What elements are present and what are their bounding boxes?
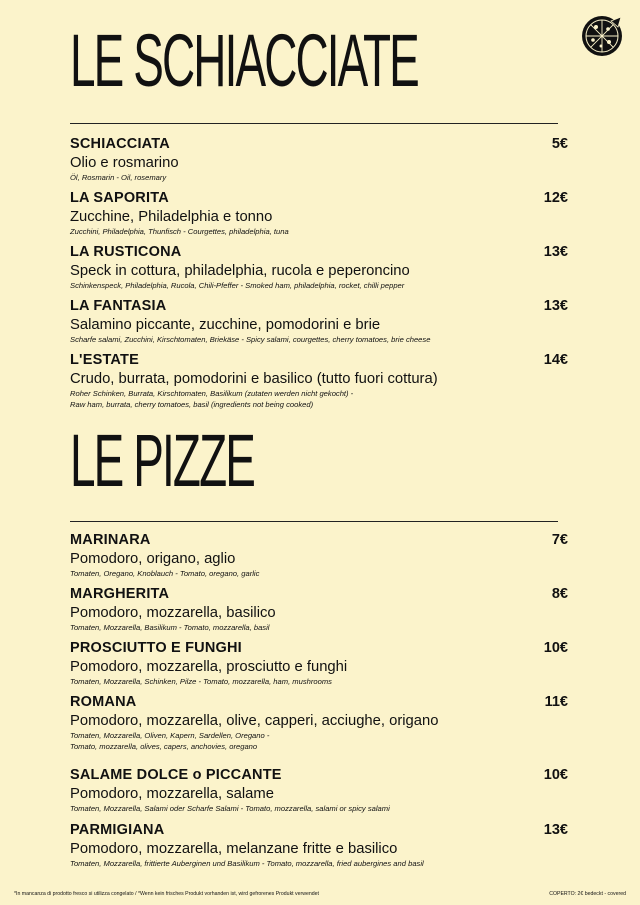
menu-item-price: 10€ — [543, 767, 568, 783]
menu-item-ingredients: Pomodoro, mozzarella, basilico — [70, 605, 276, 621]
menu-item-price: 13€ — [543, 822, 568, 838]
menu-item-ingredients: Crudo, burrata, pomodorini e basilico (tutto fuori cottura) — [70, 371, 438, 387]
menu-item — [70, 822, 568, 870]
menu-item-name: ROMANA — [70, 694, 137, 710]
menu-item-header — [70, 244, 568, 262]
menu-item-ingredients: Olio e rosmarino — [70, 155, 179, 171]
section-divider — [70, 521, 558, 522]
menu-item-header — [70, 767, 568, 785]
menu-item-price: 13€ — [543, 298, 568, 314]
menu-item-translation: Tomaten, Mozzarella, Basilikum - Tomato, mozzarella, basil — [70, 623, 270, 632]
menu-item-name: L'ESTATE — [70, 352, 139, 368]
menu-item-header — [70, 822, 568, 840]
menu-item — [70, 352, 568, 410]
menu-item-name: MARINARA — [70, 532, 151, 548]
menu-item — [70, 640, 568, 688]
menu-item-translation: Scharfe salami, Zucchini, Kirschtomaten, Briekäse - Spicy salami, courgettes, cherry tomatoes, brie cheese — [70, 335, 431, 344]
menu-item-translation: Tomaten, Mozzarella, frittierte Auberginen und Basilikum - Tomato, mozzarella, fried aubergines and basil — [70, 859, 424, 868]
menu-item-header — [70, 532, 568, 550]
menu-item — [70, 244, 568, 292]
menu-item-price: 8€ — [551, 586, 568, 602]
menu-item-price: 7€ — [551, 532, 568, 548]
menu-item-header — [70, 136, 568, 154]
menu-item-header — [70, 352, 568, 370]
section-title-schiacciate: LE SCHIACCIATE — [70, 19, 418, 102]
section-divider — [70, 123, 558, 124]
menu-item-ingredients: Pomodoro, origano, aglio — [70, 551, 236, 567]
menu-item-translation: Tomaten, Mozzarella, Salami oder Scharfe Salami - Tomato, mozzarella, salami or spicy salami — [70, 804, 390, 813]
menu-item-name: LA FANTASIA — [70, 298, 167, 314]
menu-item-name: SCHIACCIATA — [70, 136, 170, 152]
footnote-frozen-products: *In mancanza di prodotto fresco si utilizza congelato / *Wenn kein frisches Produkt vorhanden ist, wird gefrorenes Produkt verwendet — [14, 891, 319, 897]
section-title-pizze: LE PIZZE — [70, 419, 254, 502]
menu-item-price: 14€ — [543, 352, 568, 368]
menu-item-header — [70, 298, 568, 316]
menu-item-name: SALAME DOLCE o PICCANTE — [70, 767, 282, 783]
menu-item-header — [70, 640, 568, 658]
menu-item-ingredients: Zucchine, Philadelphia e tonno — [70, 209, 273, 225]
menu-item-ingredients: Speck in cottura, philadelphia, rucola e peperoncino — [70, 263, 410, 279]
menu-item-ingredients: Salamino piccante, zucchine, pomodorini e brie — [70, 317, 381, 333]
menu-item-price: 11€ — [544, 694, 568, 710]
menu-item — [70, 767, 568, 815]
menu-item-translation: Tomaten, Mozzarella, Schinken, Pilze - Tomato, mozzarella, ham, mushrooms — [70, 677, 332, 686]
menu-item-translation: Tomato, mozzarella, olives, capers, anchovies, oregano — [70, 741, 258, 751]
menu-item — [70, 532, 568, 580]
menu-item-translation: Tomaten, Mozzarella, Oliven, Kapern, Sardellen, Oregano - — [70, 731, 270, 740]
menu-item-translation: Schinkenspeck, Philadelphia, Rucola, Chili-Pfeffer - Smoked ham, philadelphia, rocket, chilli pepper — [70, 281, 405, 290]
menu-item-translation: Zucchini, Philadelphia, Thunfisch - Courgettes, philadelphia, tuna — [70, 227, 289, 236]
menu-item-translation: Roher Schinken, Burrata, Kirschtomaten, Basilikum (zutaten werden nicht gekocht) - — [70, 389, 354, 398]
menu-item-ingredients: Pomodoro, mozzarella, melanzane fritte e basilico — [70, 841, 398, 857]
menu-item-header — [70, 586, 568, 604]
menu-item-price: 5€ — [551, 136, 568, 152]
menu-item-translation: Raw ham, burrata, cherry tomatoes, basil (ingredients not being cooked) — [70, 399, 314, 409]
menu-item-ingredients: Pomodoro, mozzarella, olive, capperi, acciughe, origano — [70, 713, 439, 729]
menu-item-name: MARGHERITA — [70, 586, 170, 602]
menu-item-name: PARMIGIANA — [70, 822, 165, 838]
menu-item — [70, 190, 568, 238]
menu-item-price: 12€ — [543, 190, 568, 206]
pizza-icon — [581, 15, 623, 57]
menu-item-header — [70, 694, 568, 712]
menu-item-translation: Öl, Rosmarin - Oil, rosemary — [70, 173, 167, 182]
menu-item — [70, 136, 568, 184]
menu-item-name: LA SAPORITA — [70, 190, 169, 206]
menu-item-name: PROSCIUTTO E FUNGHI — [70, 640, 242, 656]
menu-item — [70, 586, 568, 634]
menu-item-header — [70, 190, 568, 208]
menu-item-name: LA RUSTICONA — [70, 244, 182, 260]
menu-item-ingredients: Pomodoro, mozzarella, prosciutto e funghi — [70, 659, 348, 675]
menu-item-translation: Tomaten, Oregano, Knoblauch - Tomato, oregano, garlic — [70, 569, 260, 578]
menu-item-price: 10€ — [543, 640, 568, 656]
menu-item — [70, 298, 568, 346]
menu-item — [70, 694, 568, 752]
footnote-cover-charge: COPERTO: 2€ bedeckt - covered — [549, 891, 626, 897]
menu-item-ingredients: Pomodoro, mozzarella, salame — [70, 786, 274, 802]
menu-item-price: 13€ — [543, 244, 568, 260]
